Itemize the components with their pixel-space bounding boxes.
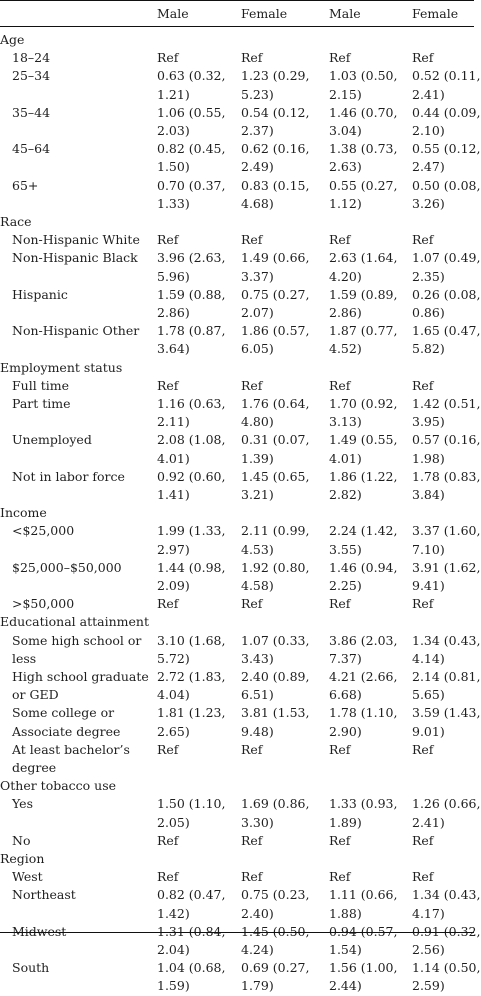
row-label: South <box>12 960 50 976</box>
header-col-female-1: Female <box>241 6 288 21</box>
row-label: High school graduate <box>12 669 149 684</box>
value-cell: Ref <box>241 741 263 757</box>
value-cell: Ref <box>329 232 351 248</box>
row-label: $25,000–$50,000 <box>12 559 122 575</box>
row-label: Some high school or <box>12 632 142 648</box>
value-cell: 1.59 (0.89, <box>329 286 398 302</box>
value-cell: 1.42) <box>157 905 190 921</box>
value-cell: 2.14 (0.81, <box>412 669 481 684</box>
value-cell: Ref <box>241 869 263 885</box>
value-cell: 1.65 (0.47, <box>412 323 481 339</box>
value-cell: 5.65) <box>412 687 445 703</box>
value-cell: 0.75 (0.23, <box>241 887 310 903</box>
value-cell: 2.41) <box>412 86 445 102</box>
row-label: 65+ <box>12 177 39 193</box>
value-cell: 2.11) <box>157 414 190 430</box>
value-cell: 1.31 (0.84, <box>157 923 226 939</box>
row-label: >$50,000 <box>12 596 75 612</box>
bottom-rule <box>0 932 474 933</box>
value-cell: Ref <box>241 832 263 848</box>
row-label: Non-Hispanic White <box>12 232 140 248</box>
value-cell: 0.50 (0.08, <box>412 177 481 193</box>
value-cell: 0.52 (0.11, <box>412 68 481 84</box>
value-cell: 2.25) <box>329 578 362 593</box>
section-title: Employment status <box>0 359 123 375</box>
value-cell: 2.86) <box>157 305 190 320</box>
row-label: Yes <box>12 796 33 812</box>
value-cell: 3.91 (1.62, <box>412 559 481 575</box>
value-cell: 1.44 (0.98, <box>157 559 226 575</box>
value-cell: Ref <box>329 741 351 757</box>
value-cell: 2.11 (0.99, <box>241 523 310 539</box>
row-label: Part time <box>12 396 71 411</box>
value-cell: 3.86 (2.03, <box>329 632 398 648</box>
value-cell: 1.12) <box>329 195 362 211</box>
value-cell: 3.10 (1.68, <box>157 632 226 648</box>
value-cell: 2.49) <box>241 159 274 175</box>
value-cell: 0.55 (0.12, <box>412 141 481 157</box>
value-cell: 9.48) <box>241 723 274 739</box>
value-cell: 1.78 (0.83, <box>412 468 481 484</box>
value-cell: 4.20) <box>329 268 362 284</box>
value-cell: 3.21) <box>241 487 274 502</box>
value-cell: 4.58) <box>241 578 274 593</box>
value-cell: 0.70 (0.37, <box>157 177 226 193</box>
value-cell: 0.91 (0.32, <box>412 923 481 939</box>
value-cell: 3.04) <box>329 123 362 138</box>
value-cell: 1.79) <box>241 978 274 994</box>
row-label: 45–64 <box>12 141 51 157</box>
value-cell: 4.21 (2.66, <box>329 669 398 684</box>
value-cell: 1.26 (0.66, <box>412 796 481 812</box>
value-cell: 2.15) <box>329 86 362 102</box>
value-cell: 0.69 (0.27, <box>241 960 310 976</box>
value-cell: Ref <box>329 832 351 848</box>
value-cell: 1.88) <box>329 905 362 921</box>
value-cell: 2.90) <box>329 723 362 739</box>
value-cell: 5.23) <box>241 86 274 102</box>
value-cell: 1.50) <box>157 159 190 175</box>
value-cell: Ref <box>412 50 434 66</box>
section-title: Educational attainment <box>0 614 149 630</box>
value-cell: 3.84) <box>412 487 445 502</box>
value-cell: 2.97) <box>157 541 190 557</box>
value-cell: 3.95) <box>412 414 445 430</box>
value-cell: Ref <box>412 869 434 885</box>
value-cell: Ref <box>412 832 434 848</box>
value-cell: 0.82 (0.45, <box>157 141 226 157</box>
value-cell: 0.62 (0.16, <box>241 141 310 157</box>
value-cell: 2.44) <box>329 978 362 994</box>
value-cell: 6.68) <box>329 687 362 703</box>
value-cell: 5.96) <box>157 268 190 284</box>
row-label: West <box>12 869 43 885</box>
value-cell: 3.30) <box>241 814 274 830</box>
value-cell: 1.42 (0.51, <box>412 396 481 411</box>
value-cell: 1.38 (0.73, <box>329 141 398 157</box>
section-title: Region <box>0 851 45 866</box>
value-cell: 0.57 (0.16, <box>412 432 481 448</box>
value-cell: 1.56 (1.00, <box>329 960 398 976</box>
value-cell: 1.07 (0.33, <box>241 632 310 648</box>
value-cell: 0.44 (0.09, <box>412 104 481 120</box>
value-cell: 5.82) <box>412 341 445 357</box>
row-label: Some college or <box>12 705 115 721</box>
value-cell: 2.82) <box>329 487 362 502</box>
value-cell: 4.14) <box>412 650 445 666</box>
value-cell: 1.78 (0.87, <box>157 323 226 339</box>
value-cell: 2.63) <box>329 159 362 175</box>
value-cell: Ref <box>329 869 351 885</box>
value-cell: 2.08 (1.08, <box>157 432 226 448</box>
value-cell: 1.86 (1.22, <box>329 468 398 484</box>
header-col-male-2: Male <box>329 6 361 21</box>
value-cell: 0.54 (0.12, <box>241 104 310 120</box>
value-cell: Ref <box>157 596 179 612</box>
value-cell: 3.81 (1.53, <box>241 705 310 721</box>
value-cell: 0.55 (0.27, <box>329 177 398 193</box>
value-cell: 1.50 (1.10, <box>157 796 226 812</box>
value-cell: 2.10) <box>412 123 445 138</box>
value-cell: 4.68) <box>241 195 274 211</box>
value-cell: 0.75 (0.27, <box>241 286 310 302</box>
value-cell: 1.81 (1.23, <box>157 705 226 721</box>
value-cell: Ref <box>241 377 263 393</box>
value-cell: 1.14 (0.50, <box>412 960 481 976</box>
value-cell: 9.41) <box>412 578 445 593</box>
value-cell: 2.59) <box>412 978 445 994</box>
value-cell: 2.04) <box>157 942 190 957</box>
value-cell: 7.37) <box>329 650 362 666</box>
row-label: At least bachelor’s <box>12 741 130 757</box>
row-label: Not in labor force <box>12 468 125 484</box>
value-cell: 1.46 (0.70, <box>329 104 398 120</box>
value-cell: Ref <box>157 50 179 66</box>
value-cell: Ref <box>329 596 351 612</box>
value-cell: 1.45 (0.50, <box>241 923 310 939</box>
value-cell: 1.49 (0.66, <box>241 250 310 266</box>
value-cell: 7.10) <box>412 541 445 557</box>
value-cell: 2.07) <box>241 305 274 320</box>
value-cell: 2.35) <box>412 268 445 284</box>
value-cell: 3.43) <box>241 650 274 666</box>
value-cell: 1.59) <box>157 978 190 994</box>
section-title: Age <box>0 32 25 47</box>
section-title: Income <box>0 505 47 521</box>
value-cell: 0.86) <box>412 305 445 320</box>
value-cell: Ref <box>241 232 263 248</box>
value-cell: Ref <box>157 832 179 848</box>
value-cell: 1.69 (0.86, <box>241 796 310 812</box>
row-label: less <box>12 650 37 666</box>
value-cell: 1.33 (0.93, <box>329 796 398 812</box>
value-cell: 4.01) <box>329 450 362 466</box>
value-cell: 1.41) <box>157 487 190 502</box>
value-cell: 1.03 (0.50, <box>329 68 398 84</box>
value-cell: 1.06 (0.55, <box>157 104 226 120</box>
value-cell: 4.53) <box>241 541 274 557</box>
value-cell: 3.26) <box>412 195 445 211</box>
value-cell: Ref <box>241 596 263 612</box>
row-label: Associate degree <box>12 723 121 739</box>
value-cell: 1.87 (0.77, <box>329 323 398 339</box>
value-cell: 4.24) <box>241 942 274 957</box>
value-cell: 2.86) <box>329 305 362 320</box>
row-label: Midwest <box>12 923 67 939</box>
row-label: Northeast <box>12 887 76 903</box>
top-rule <box>0 0 474 1</box>
value-cell: 1.59 (0.88, <box>157 286 226 302</box>
value-cell: 2.09) <box>157 578 190 593</box>
value-cell: 0.92 (0.60, <box>157 468 226 484</box>
value-cell: 1.99 (1.33, <box>157 523 226 539</box>
value-cell: 3.37) <box>241 268 274 284</box>
value-cell: 3.13) <box>329 414 362 430</box>
value-cell: 2.56) <box>412 942 445 957</box>
value-cell: 9.01) <box>412 723 445 739</box>
value-cell: 2.47) <box>412 159 445 175</box>
row-label: or GED <box>12 687 59 703</box>
row-label: Hispanic <box>12 286 68 302</box>
row-label: <$25,000 <box>12 523 75 539</box>
value-cell: 1.46 (0.94, <box>329 559 398 575</box>
header-col-female-2: Female <box>412 6 459 21</box>
value-cell: 2.03) <box>157 123 190 138</box>
row-label: 18–24 <box>12 50 51 66</box>
value-cell: 2.05) <box>157 814 190 830</box>
value-cell: 4.80) <box>241 414 274 430</box>
row-label: Full time <box>12 377 69 393</box>
value-cell: 1.34 (0.43, <box>412 887 481 903</box>
row-label: Unemployed <box>12 432 92 448</box>
header-rule <box>0 26 474 27</box>
value-cell: 2.41) <box>412 814 445 830</box>
value-cell: 5.72) <box>157 650 190 666</box>
value-cell: 1.54) <box>329 942 362 957</box>
section-title: Race <box>0 214 32 229</box>
value-cell: 2.72 (1.83, <box>157 669 226 684</box>
value-cell: 4.52) <box>329 341 362 357</box>
value-cell: 1.07 (0.49, <box>412 250 481 266</box>
value-cell: 1.45 (0.65, <box>241 468 310 484</box>
value-cell: 0.63 (0.32, <box>157 68 226 84</box>
value-cell: 2.65) <box>157 723 190 739</box>
value-cell: 3.55) <box>329 541 362 557</box>
value-cell: Ref <box>241 50 263 66</box>
value-cell: 0.26 (0.08, <box>412 286 481 302</box>
value-cell: 1.16 (0.63, <box>157 396 226 411</box>
value-cell: 0.82 (0.47, <box>157 887 226 903</box>
value-cell: 1.78 (1.10, <box>329 705 398 721</box>
value-cell: 1.21) <box>157 86 190 102</box>
value-cell: 3.64) <box>157 341 190 357</box>
row-label: degree <box>12 760 57 775</box>
row-label: No <box>12 832 31 848</box>
value-cell: 0.94 (0.57, <box>329 923 398 939</box>
value-cell: Ref <box>157 232 179 248</box>
value-cell: 3.96 (2.63, <box>157 250 226 266</box>
value-cell: Ref <box>157 377 179 393</box>
value-cell: 1.70 (0.92, <box>329 396 398 411</box>
value-cell: Ref <box>412 377 434 393</box>
value-cell: Ref <box>412 232 434 248</box>
value-cell: 1.98) <box>412 450 445 466</box>
value-cell: 1.39) <box>241 450 274 466</box>
value-cell: 2.63 (1.64, <box>329 250 398 266</box>
value-cell: 2.24 (1.42, <box>329 523 398 539</box>
value-cell: 1.33) <box>157 195 190 211</box>
value-cell: Ref <box>329 377 351 393</box>
value-cell: 1.92 (0.80, <box>241 559 310 575</box>
row-label: Non-Hispanic Other <box>12 323 140 339</box>
value-cell: 1.04 (0.68, <box>157 960 226 976</box>
value-cell: 0.83 (0.15, <box>241 177 310 193</box>
value-cell: 6.51) <box>241 687 274 703</box>
value-cell: 2.37) <box>241 123 274 138</box>
row-label: 35–44 <box>12 104 51 120</box>
value-cell: Ref <box>412 741 434 757</box>
value-cell: 4.01) <box>157 450 190 466</box>
value-cell: Ref <box>412 596 434 612</box>
value-cell: 3.59 (1.43, <box>412 705 481 721</box>
value-cell: 1.34 (0.43, <box>412 632 481 648</box>
value-cell: 1.76 (0.64, <box>241 396 310 411</box>
value-cell: 3.37 (1.60, <box>412 523 481 539</box>
value-cell: Ref <box>329 50 351 66</box>
row-label: 25–34 <box>12 68 51 84</box>
value-cell: 1.23 (0.29, <box>241 68 310 84</box>
value-cell: 4.04) <box>157 687 190 703</box>
value-cell: 4.17) <box>412 905 445 921</box>
value-cell: 1.49 (0.55, <box>329 432 398 448</box>
value-cell: 2.40) <box>241 905 274 921</box>
section-title: Other tobacco use <box>0 778 117 794</box>
value-cell: 1.86 (0.57, <box>241 323 310 339</box>
value-cell: Ref <box>157 869 179 885</box>
value-cell: 0.31 (0.07, <box>241 432 310 448</box>
row-label: Non-Hispanic Black <box>12 250 138 266</box>
value-cell: Ref <box>157 741 179 757</box>
value-cell: 2.40 (0.89, <box>241 669 310 684</box>
value-cell: 1.89) <box>329 814 362 830</box>
value-cell: 1.11 (0.66, <box>329 887 398 903</box>
header-col-male-1: Male <box>157 6 189 21</box>
value-cell: 6.05) <box>241 341 274 357</box>
